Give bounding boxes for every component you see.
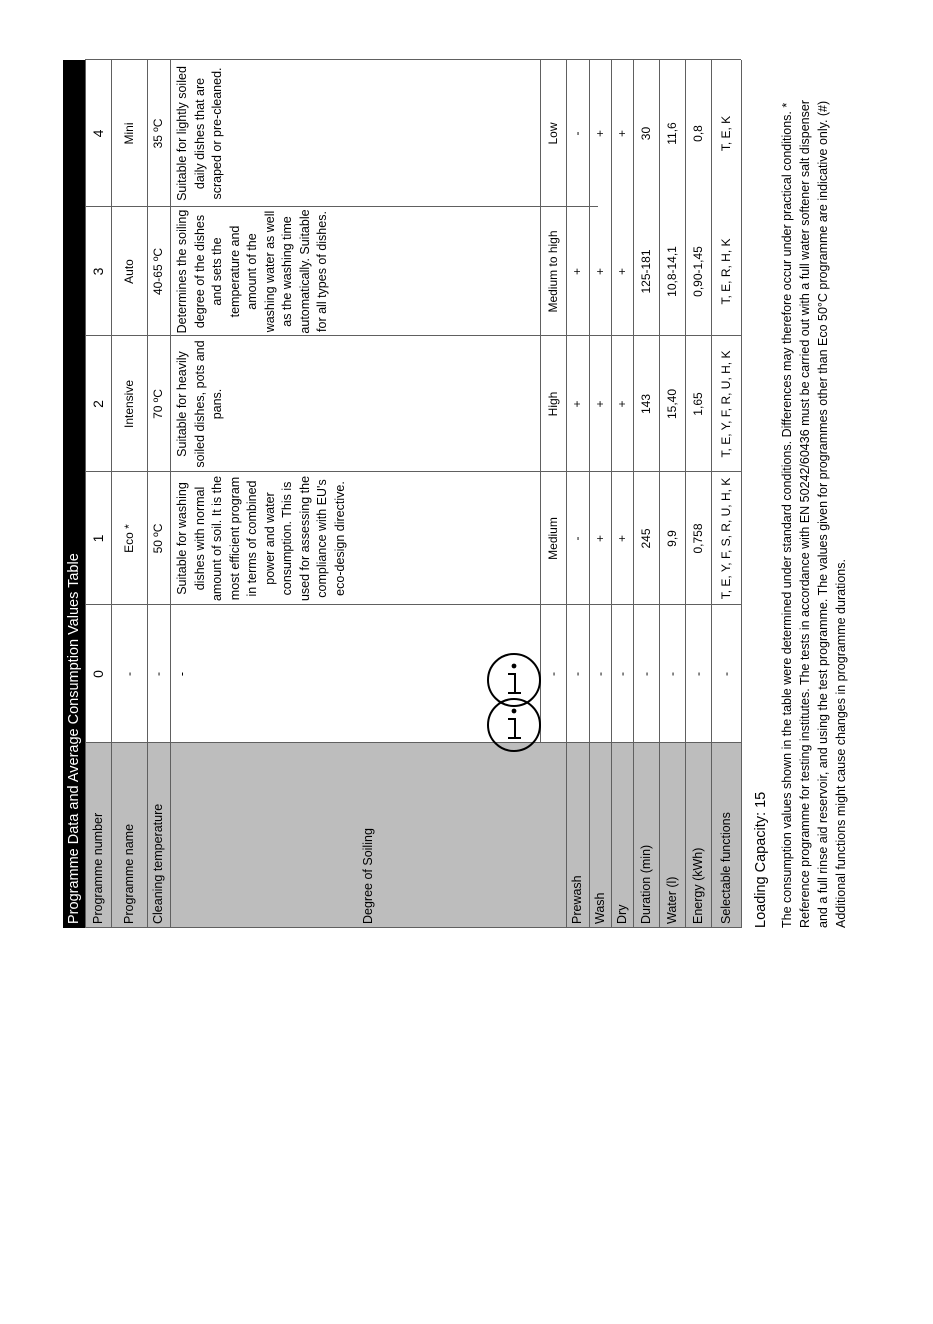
cell-temperature: 35 ºC bbox=[151, 118, 165, 149]
label-programme-name: Programme name bbox=[121, 823, 136, 924]
cell-temperature: 50 ºC bbox=[151, 523, 165, 554]
cell-wash: + bbox=[592, 268, 607, 276]
cell-functions: - bbox=[718, 672, 733, 676]
cell-functions: T, E, Y, F, S, R, U, H, K bbox=[718, 477, 733, 600]
cell-name: Intensive bbox=[121, 379, 136, 429]
cell-prewash: - bbox=[570, 672, 584, 676]
label-cleaning-temperature: Cleaning temperature bbox=[151, 803, 165, 924]
cell-prewash: + bbox=[570, 400, 584, 408]
cell-number: 3 bbox=[89, 267, 106, 276]
cell-soiling: Medium to high bbox=[545, 230, 560, 313]
cell-description: - bbox=[175, 671, 189, 677]
cell-wash: - bbox=[592, 672, 607, 676]
cell-energy: 0,758 bbox=[690, 523, 705, 554]
cell-name: Mini bbox=[121, 122, 136, 145]
cell-number: 4 bbox=[89, 129, 106, 138]
table-line bbox=[741, 60, 742, 928]
cell-water: - bbox=[664, 672, 679, 676]
cell-water: 9,9 bbox=[664, 530, 679, 547]
cell-duration: - bbox=[638, 672, 653, 676]
cell-wash: + bbox=[592, 535, 607, 543]
cell-duration: 143 bbox=[638, 393, 653, 415]
label-programme-number: Programme number bbox=[90, 812, 105, 924]
cell-temperature: 40-65 ºC bbox=[151, 247, 165, 296]
cell-dry: + bbox=[614, 130, 629, 138]
cell-water: 11,6 bbox=[664, 122, 679, 145]
cell-functions: T, E, Y, F, R, U, H, K bbox=[718, 350, 733, 458]
cell-name: Auto bbox=[121, 259, 136, 284]
cell-functions: T, E, R, H, K bbox=[718, 238, 733, 305]
label-water: Water (l) bbox=[664, 876, 679, 924]
cell-description: Suitable for heavily soiled dishes, pots and pans. bbox=[175, 340, 224, 468]
cell-water: 15,40 bbox=[664, 388, 679, 420]
label-wash: Wash bbox=[592, 892, 607, 924]
cell-number: 1 bbox=[89, 534, 106, 543]
cell-energy: 0,8 bbox=[690, 125, 705, 142]
cell-prewash: - bbox=[570, 131, 584, 136]
cell-energy: 0,90-1,45 bbox=[690, 246, 705, 297]
cell-soiling: Medium bbox=[545, 517, 560, 560]
cell-dry: + bbox=[614, 400, 629, 408]
cell-name: Eco * bbox=[121, 524, 136, 553]
cell-description: Determines the soiling degree of the dishes and sets the temperature and amount of the washing water as well as the washing time automatically. Suitable for all types of dishes. bbox=[175, 209, 329, 334]
cell-prewash: + bbox=[570, 268, 584, 276]
cell-soiling: High bbox=[545, 391, 560, 417]
label-dry: Dry bbox=[614, 904, 629, 924]
cell-temperature: 70 ºC bbox=[151, 389, 165, 419]
cell-soiling: Low bbox=[545, 122, 560, 145]
cell-number: 2 bbox=[89, 400, 106, 408]
label-duration: Duration (min) bbox=[638, 844, 653, 924]
cell-description: Suitable for washing dishes with normal amount of soil. It is the most efficient program in terms of combined power and water consumption. This is used for assessing the compliance with EU's eco-design directive. bbox=[175, 475, 347, 602]
cell-energy: 1,65 bbox=[690, 392, 705, 416]
cell-dry: + bbox=[614, 535, 629, 543]
cell-water: 10,8-14,1 bbox=[664, 246, 679, 297]
cell-name: - bbox=[121, 672, 136, 676]
cell-duration: 245 bbox=[638, 528, 653, 549]
cell-wash: + bbox=[592, 130, 607, 138]
cell-description: Suitable for lightly soiled daily dishes that are scraped or pre-cleaned. bbox=[175, 66, 224, 201]
info-icon bbox=[484, 650, 544, 710]
table-title: Programme Data and Average Consumption Values Table bbox=[63, 60, 85, 928]
cell-functions: T, E, K bbox=[718, 115, 733, 152]
cell-temperature: - bbox=[151, 672, 165, 676]
label-degree-of-soiling: Degree of Soiling bbox=[360, 828, 375, 924]
label-selectable-functions: Selectable functions bbox=[718, 812, 733, 924]
label-energy: Energy (kWh) bbox=[690, 847, 705, 924]
loading-capacity: Loading Capacity: 15 bbox=[753, 791, 769, 928]
cell-duration: 30 bbox=[638, 126, 653, 141]
label-prewash: Prewash bbox=[570, 875, 584, 924]
cell-number: 0 bbox=[89, 670, 106, 678]
cell-energy: - bbox=[690, 672, 705, 676]
cell-duration: 125-181 bbox=[638, 249, 653, 294]
cell-dry: + bbox=[614, 268, 629, 276]
cell-prewash: - bbox=[570, 536, 584, 541]
cell-soiling: - bbox=[545, 672, 560, 676]
cell-dry: - bbox=[614, 672, 629, 676]
cell-wash: + bbox=[592, 400, 607, 408]
consumption-notes: The consumption values shown in the table were determined under standard conditions. Differences may therefore occur under practical conditions. * Reference programme for testing institutes. The tests in accordance with EN 50242/60436 must be carried out with a full water softener salt dispenser and a full rinse aid reservoir, and using the test programme. The values given for programmes other than Eco 50°C programme are indicative only. (#) Additional functions might cause changes in programme durations. bbox=[780, 100, 848, 928]
